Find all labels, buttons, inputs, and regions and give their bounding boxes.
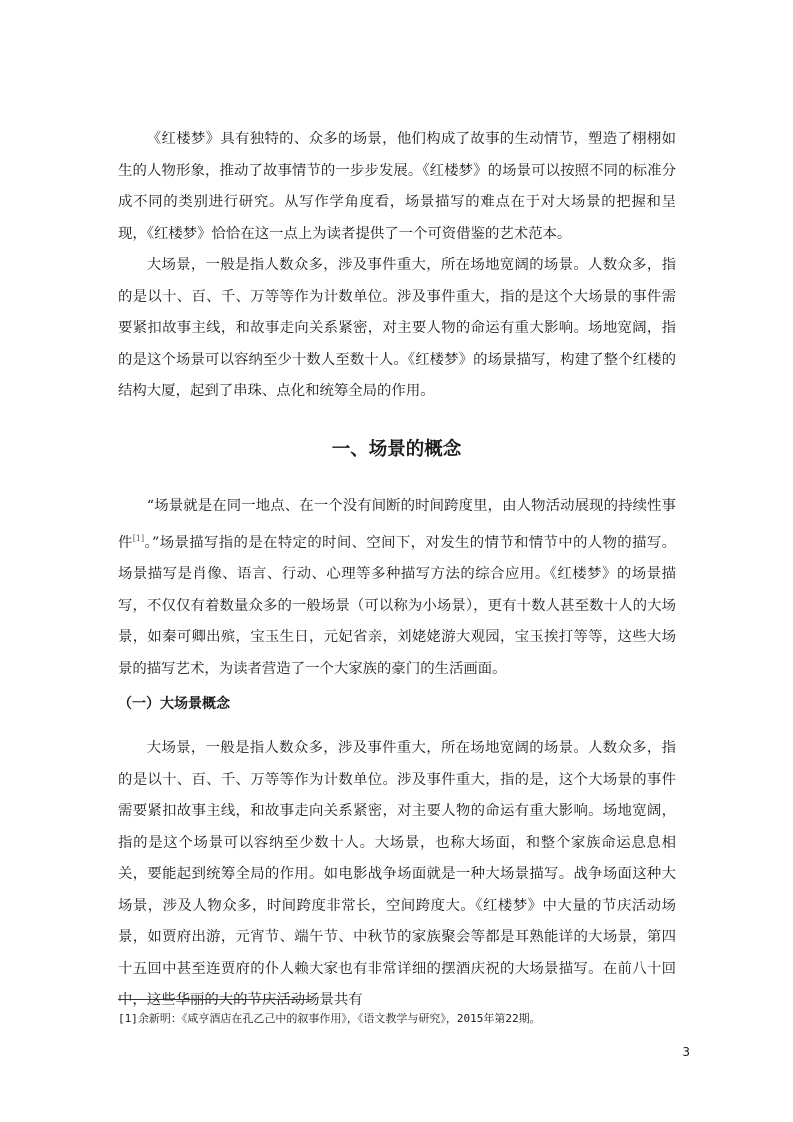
subsection-title: （一）大场景概念	[118, 696, 230, 712]
footnote-reference[interactable]: [1]	[132, 533, 145, 543]
big-scene-paragraph: 大场景，一般是指人数众多，涉及事件重大，所在场地宽阔的场景。人数众多，指的是以十、百、千、万等等作为计数单位。涉及事件重大，指的是，这个大场景的事件需要紧扣故事主线，和故事走向关系紧密，对主要人物的命运有重大影响。场地宽阔，指的是这个场景可以容纳至少数十人。大场景，也称大场面，和整个家族命运息息相关，要能起到统筹全局的作用。如电影战争场面就是一种大场景描写。战争场面这种大场景，涉及人物众多，时间跨度非常长，空间跨度大。《红楼梦》中大量的节庆活动场景，如贾府出游，元宵节、端午节、中秋节的家族聚会等都是耳熟能详的大场景，第四十五回中甚至连贾府的仆人赖大家也有非常详细的摆酒庆祝的大场景描写。在前八十回中，这些华丽的大的节庆活动场景共有	[118, 740, 676, 1008]
footnote: [1]余新明：《咸亨酒店在孔乙己中的叙事作用》，《语文教学与研究》，2015年第22期。	[118, 1012, 541, 1025]
section-title: 一、场景的概念	[331, 439, 462, 460]
concept-text-after-note: 。”场景描写指的是在特定的时间、空间下，对发生的情节和情节中的人物的描写。场景描写是肖像、语言、行动、心理等多种描写方法的综合应用。《红楼梦》的场景描写，不仅仅有着数量众多的一般场景（可以称为小场景），更有十数人甚至数十人的大场景，如秦可卿出殡，宝玉生日，元妃省亲，刘姥姥游大观园，宝玉挨打等等，这些大场景的描写艺术，为读者营造了一个大家族的豪门的生活画面。	[118, 534, 676, 677]
page-number: 3	[682, 1045, 690, 1059]
concept-text-before-note: “场景就是在同一地点、在一个没有间断的时间跨度里，由人物活动展现的持续性事件	[118, 498, 676, 551]
intro-paragraph-1: 《红楼梦》具有独特的、众多的场景，他们构成了故事的生动情节，塑造了栩栩如生的人物形象，推动了故事情节的一步步发展。《红楼梦》的场景可以按照不同的标准分成不同的类别进行研究。从写作学角度看，场景描写的难点在于对大场景的把握和呈现，《红楼梦》恰恰在这一点上为读者提供了一个可资借鉴的艺术范本。	[118, 131, 676, 242]
footnote-divider	[118, 999, 312, 1000]
intro-paragraph-2: 大场景，一般是指人数众多，涉及事件重大，所在场地宽阔的场景。人数众多，指的是以十、百、千、万等等作为计数单位。涉及事件重大，指的是这个大场景的事件需要紧扣故事主线，和故事走向关系紧密，对主要人物的命运有重大影响。场地宽阔，指的是这个场景可以容纳至少十数人至数十人。《红楼梦》的场景描写，构建了整个红楼的结构大厦，起到了串珠、点化和统筹全局的作用。	[118, 257, 676, 399]
concept-paragraph	[118, 491, 676, 685]
